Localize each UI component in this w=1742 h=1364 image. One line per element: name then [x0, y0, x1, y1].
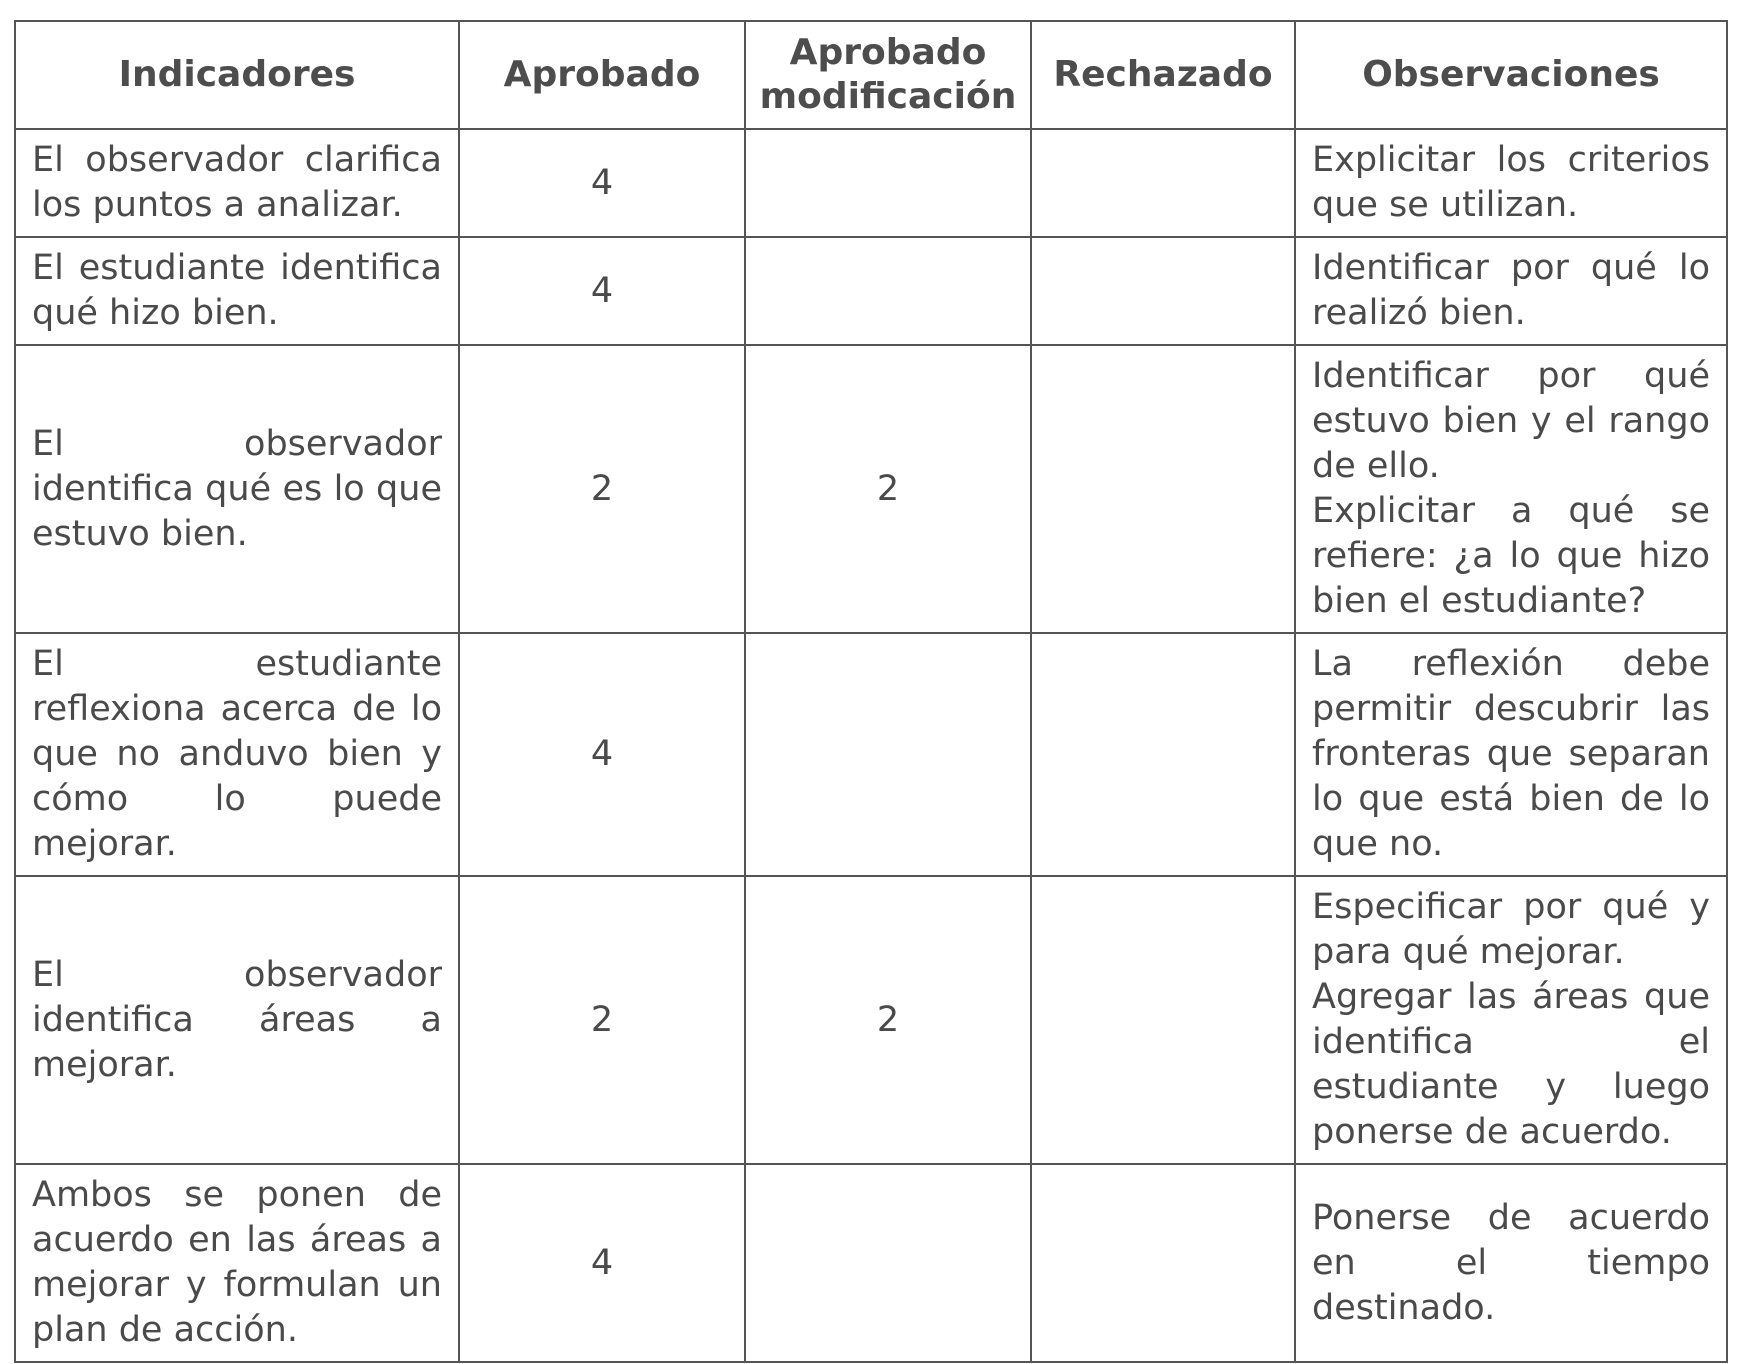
- aprobado-modificacion-cell: 2: [745, 345, 1031, 633]
- observaciones-cell: Especificar por qué y para qué mejorar. Agregar las áreas que identifica el estudiante y luego ponerse de acuerdo.: [1295, 876, 1727, 1164]
- header-rechazado: Rechazado: [1031, 21, 1295, 129]
- aprobado-cell: 2: [459, 876, 745, 1164]
- header-aprobado-modificacion: Aprobado modificación: [745, 21, 1031, 129]
- observaciones-cell: Explicitar los criterios que se utilizan.: [1295, 129, 1727, 237]
- header-indicadores: Indicadores: [15, 21, 459, 129]
- rechazado-cell: [1031, 876, 1295, 1164]
- indicador-cell: El observador identifica qué es lo que estuvo bien.: [15, 345, 459, 633]
- table-row: [15, 345, 1727, 633]
- rechazado-cell: [1031, 129, 1295, 237]
- indicador-cell: El estudiante identifica qué hizo bien.: [15, 237, 459, 345]
- table-row: [15, 129, 1727, 237]
- aprobado-modificacion-cell: [745, 237, 1031, 345]
- header-aprobado: Aprobado: [459, 21, 745, 129]
- observaciones-cell: La reflexión debe permitir descubrir las fronteras que separan lo que está bien de lo que no.: [1295, 633, 1727, 876]
- aprobado-modificacion-cell: [745, 633, 1031, 876]
- rechazado-cell: [1031, 237, 1295, 345]
- indicador-cell: El observador identifica áreas a mejorar.: [15, 876, 459, 1164]
- table-header-row: [15, 21, 1727, 129]
- observaciones-cell: Identificar por qué lo realizó bien.: [1295, 237, 1727, 345]
- indicador-cell: Ambos se ponen de acuerdo en las áreas a mejorar y formulan un plan de acción.: [15, 1164, 459, 1362]
- aprobado-cell: 4: [459, 129, 745, 237]
- indicador-cell: El estudiante reflexiona acerca de lo que no anduvo bien y cómo lo puede mejorar.: [15, 633, 459, 876]
- evaluation-table: [14, 20, 1728, 1363]
- table-row: [15, 633, 1727, 876]
- table-row: [15, 237, 1727, 345]
- aprobado-modificacion-cell: 2: [745, 876, 1031, 1164]
- table-row: [15, 876, 1727, 1164]
- aprobado-cell: 2: [459, 345, 745, 633]
- aprobado-cell: 4: [459, 1164, 745, 1362]
- rechazado-cell: [1031, 1164, 1295, 1362]
- observaciones-cell: Ponerse de acuerdo en el tiempo destinado.: [1295, 1164, 1727, 1362]
- header-observaciones: Observaciones: [1295, 21, 1727, 129]
- aprobado-cell: 4: [459, 237, 745, 345]
- aprobado-modificacion-cell: [745, 1164, 1031, 1362]
- aprobado-modificacion-cell: [745, 129, 1031, 237]
- indicador-cell: El observador clarifica los puntos a analizar.: [15, 129, 459, 237]
- rechazado-cell: [1031, 633, 1295, 876]
- observaciones-cell: Identificar por qué estuvo bien y el rango de ello. Explicitar a qué se refiere: ¿a lo que hizo bien el estudiante?: [1295, 345, 1727, 633]
- aprobado-cell: 4: [459, 633, 745, 876]
- table-row: [15, 1164, 1727, 1362]
- rechazado-cell: [1031, 345, 1295, 633]
